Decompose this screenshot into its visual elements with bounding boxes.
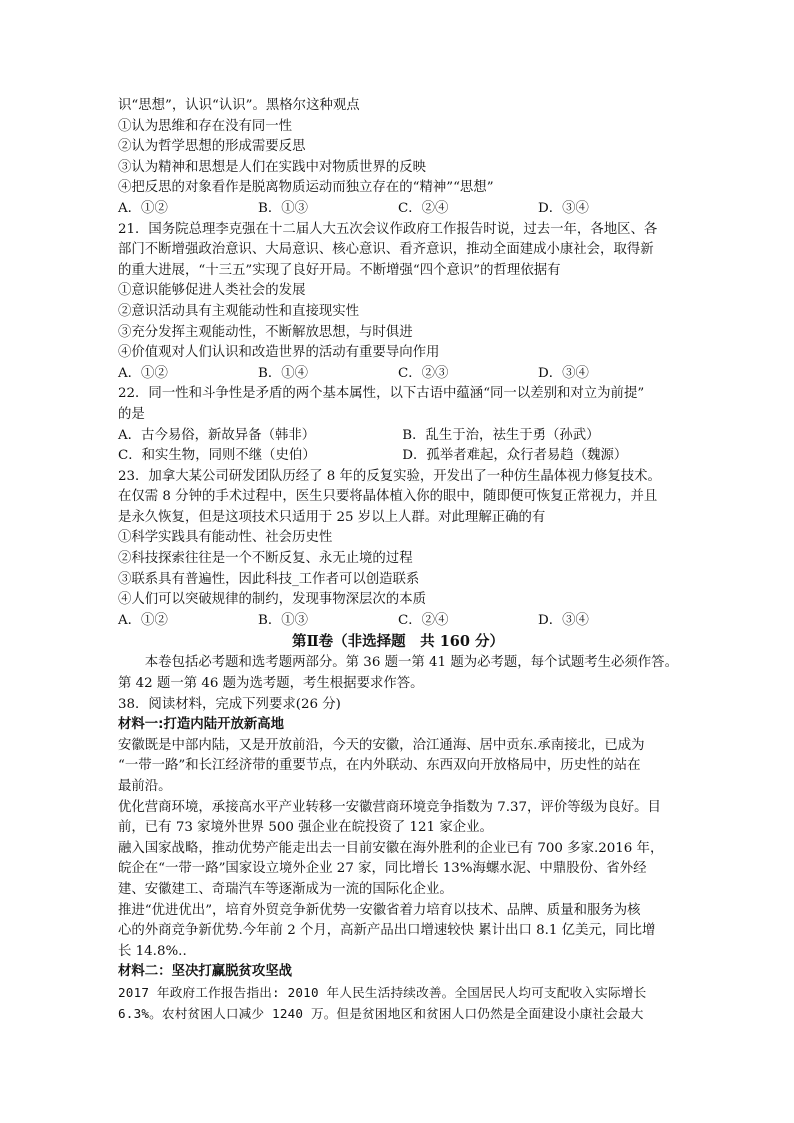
material-1-para-1c: 最前沿。 xyxy=(118,779,172,794)
q23-item-3: ③联系具有普遍性，因此科技_工作者可以创造联系 xyxy=(118,571,420,587)
q20-option-b: B．①③ xyxy=(258,200,309,216)
material-1-para-4b: 心的外商竞争新优势.今年前 2 个月，高新产品出口增速较快 累计出口 8.1 亿美元，同比增 xyxy=(118,923,656,939)
material-1-para-1a: 安徽既是中部内陆，又是开放前沿，今天的安徽，洽江通海、居中贡东.承南接北，已成为 xyxy=(118,737,645,753)
q23-option-c: C．②④ xyxy=(398,612,449,628)
material-1-title: 材料一:打造内陆开放新高地 xyxy=(118,717,285,733)
q20-item-1: ①认为思维和存在没有同一性 xyxy=(118,118,293,134)
q20-item-3: ③认为精神和思想是人们在实践中对物质世界的反映 xyxy=(118,159,426,175)
q23-option-b: B．①③ xyxy=(258,612,309,628)
q22-options-cd xyxy=(118,446,678,467)
q21-option-c: C．②③ xyxy=(398,365,449,381)
q23-options xyxy=(118,611,678,632)
material-1-para-2a: 优化营商环境，承接高水平产业转移一安徽营商环境竞争指数为 7.37，评价等级为良好。目 xyxy=(118,799,661,815)
q20-option-c: C．②④ xyxy=(398,200,449,216)
q22-option-a: A．古今易俗，新故异备（韩非） xyxy=(118,427,316,443)
q21-options xyxy=(118,364,678,385)
part2-intro-1: 本卷包括必考题和选考题两部分。第 36 题一第 41 题为必考题，每个试题考生必须作答。 xyxy=(144,655,678,671)
q22-stem-2: 的是 xyxy=(118,406,145,422)
q22-option-b: B．乱生于治，祛生于勇（孙武） xyxy=(402,427,600,443)
q23-stem-1: 23．加拿大某公司研发团队历经了 8 年的反复实验，开发出了一种仿生晶体视力修复技术。 xyxy=(118,468,661,484)
q23-stem-3: 是永久恢复，但是这项技术只适用于 25 岁以上人群。对此理解正确的有 xyxy=(118,509,546,525)
q20-option-d: D．③④ xyxy=(538,200,589,216)
q20-item-2: ②认为哲学思想的形成需要反思 xyxy=(118,139,306,155)
material-1-para-3c: 建、安徽建工、奇瑞汽车等逐渐成为一流的国际化企业。 xyxy=(118,881,453,897)
q22-option-c: C．和实生物，同则不继（史伯） xyxy=(118,448,316,464)
q21-stem-1: 21．国务院总理李克强在十二届人大五次会议作政府工作报告时说，过去一年，各地区、各 xyxy=(118,221,658,237)
q22-options-ab xyxy=(118,426,678,447)
q20-stem-tail: 识“思想”，认识“认识”。黑格尔这种观点 xyxy=(118,98,360,113)
exam-page xyxy=(118,96,678,1024)
q21-option-d: D．③④ xyxy=(538,365,589,381)
q23-item-4: ④人们可以突破规律的制约，发现事物深层次的本质 xyxy=(118,592,426,608)
q21-item-1: ①意识能够促进人类社会的发展 xyxy=(118,283,306,299)
q21-item-4: ④价值观对人们认识和改造世界的活动有重要导向作用 xyxy=(118,345,440,361)
q38-stem: 38．阅读材料，完成下列要求(26 分) xyxy=(118,696,341,712)
material-1-para-4a: 推进“优进优出”，培育外贸竞争新优势一安徽省着力培育以技术、品牌、质量和服务为核 xyxy=(118,902,641,918)
q23-item-1: ①科学实践具有能动性、社会历史性 xyxy=(118,530,333,546)
material-1-para-1b: “一带一路”和长江经济带的重要节点，在内外联动、东西双向开放格局中，历史性的站在 xyxy=(118,758,641,774)
q21-option-a: A．①② xyxy=(118,365,168,381)
q21-item-3: ③充分发挥主观能动性，不断解放思想，与时俱进 xyxy=(118,324,413,340)
q21-stem-3: 的重大进展，“十三五”实现了良好开局。不断增强“四个意识”的哲理依据有 xyxy=(118,262,561,278)
part2-intro-2: 第 42 题一第 46 题为选考题，考生根据要求作答。 xyxy=(118,676,424,692)
q20-item-4: ④把反思的对象看作是脱离物质运动而独立存在的“精神”“思想” xyxy=(118,180,494,196)
q22-option-d: D．孤举者难起，众行者易趋（魏源） xyxy=(402,448,628,464)
q22-stem-1: 22．同一性和斗争性是矛盾的两个基本属性，以下古语中蕴涵“同一以差别和对立为前提” xyxy=(118,386,645,402)
q21-option-b: B．①④ xyxy=(258,365,309,381)
material-2-title: 材料二：坚决打赢脱贫攻坚战 xyxy=(118,964,293,980)
material-2-para-1b: 6.3%。农村贫困人口减少 1240 万。但是贫困地区和贫困人口仍然是全面建设小康社会最大 xyxy=(118,1005,644,1021)
q20-option-a: A．①② xyxy=(118,200,168,216)
material-1-para-4c: 长 14.8%.. xyxy=(118,943,187,959)
q23-option-d: D．③④ xyxy=(538,612,589,628)
material-1-para-3b: 皖企在“一带一路”国家设立境外企业 27 家，同比增长 13%海螺水泥、中鼎股份、省外经 xyxy=(118,861,647,877)
material-1-para-2b: 前，已有 73 家境外世界 500 强企业在皖投资了 121 家企业。 xyxy=(118,820,493,836)
part2-title: 第Ⅱ卷（非选择题 共 160 分） xyxy=(291,633,505,651)
q23-option-a: A．①② xyxy=(118,612,168,628)
q20-options xyxy=(118,199,678,220)
material-2-para-1a: 2017 年政府工作报告指出: 2010 年人民生活持续改善。全国居民人均可支配收入实际增长 xyxy=(118,984,647,1000)
q23-item-2: ②科技探索往往是一个不断反复、永无止境的过程 xyxy=(118,551,413,567)
q21-stem-2: 部门不断增强政治意识、大局意识、核心意识、看齐意识，推动全面建成小康社会，取得新 xyxy=(118,242,654,258)
q23-stem-2: 在仅需 8 分钟的手术过程中，医生只要将晶体植入你的眼中，随即便可恢复正常视力，并且 xyxy=(118,489,658,505)
material-1-para-3a: 融入国家战略，推动优势产能走出去一目前安徽在海外胜利的企业已有 700 多家.2016 年， xyxy=(118,840,664,856)
q21-item-2: ②意识活动具有主观能动性和直接现实性 xyxy=(118,303,360,319)
